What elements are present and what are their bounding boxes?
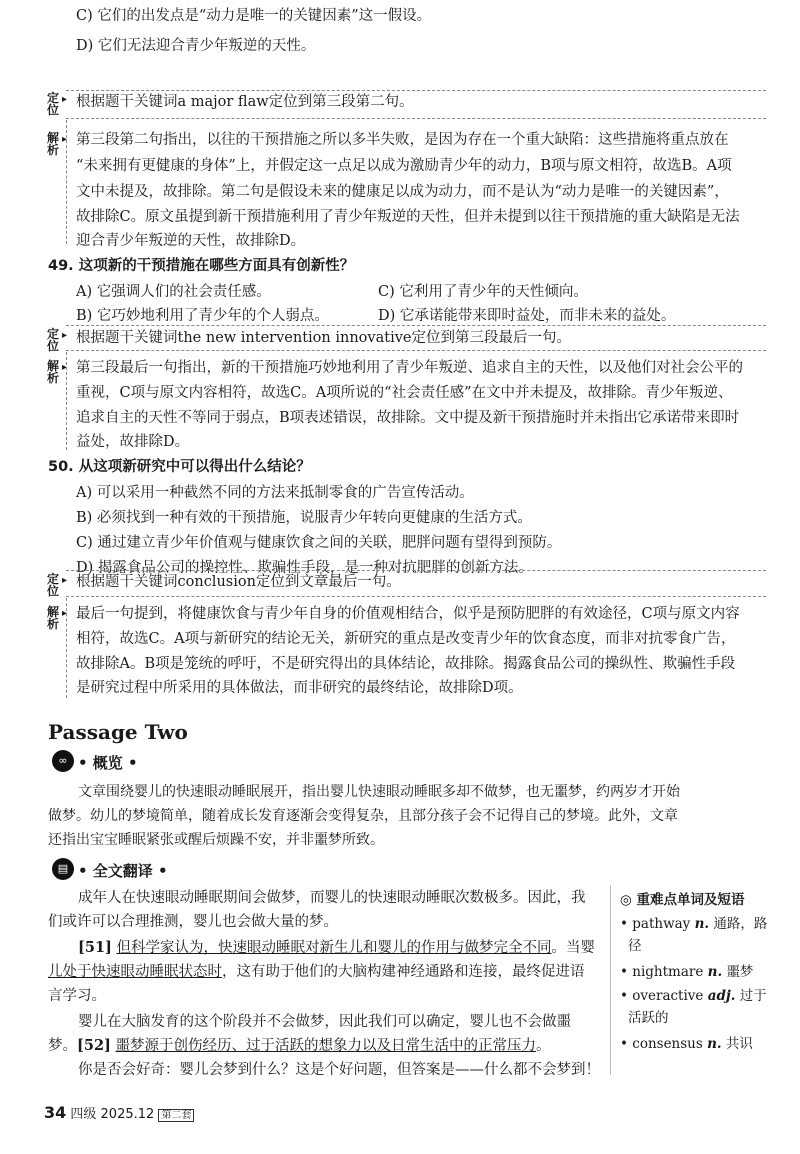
locate-tag: 定 位	[46, 91, 59, 117]
divider	[66, 90, 766, 91]
part-label: 第二套	[158, 1109, 194, 1122]
overview-line: 做梦。幼儿的梦境简单，随着成长发育逐渐会变得复杂，且部分孩子会不记得自己的梦境。此外，文章	[48, 808, 678, 824]
underlined-text: 儿处于快速眼动睡眠状态时	[48, 964, 222, 980]
q49-option-c: C) 它利用了青少年的天性倾向。	[378, 284, 588, 300]
divider	[66, 596, 766, 597]
vocab-item: 活跃的	[628, 1010, 669, 1026]
divider	[66, 120, 67, 244]
q48-locate: 根据题干关键词a major flaw定位到第三段第二句。	[76, 94, 414, 110]
divider	[66, 350, 766, 351]
q50-explain-line: 相符，故选C。A项与新研究的结论无关，新研究的重点是改变青少年的饮食态度，而非对抗零食广告，	[76, 631, 736, 647]
translation-title: • 全文翻译 •	[78, 862, 168, 880]
vocab-item: • pathway n. 通路，路	[620, 916, 768, 932]
translation-line: 你是否会好奇：婴儿会梦到什么？这是个好问题，但答案是——什么都不会梦到！	[78, 1062, 600, 1078]
vocab-item: • nightmare n. 噩梦	[620, 964, 754, 980]
divider	[66, 118, 766, 119]
glasses-icon: ∞	[52, 750, 74, 772]
q48-explain-line: 故排除C。原文虽提到新干预措施利用了青少年叛逆的天性，但并未提到以往干预措施的重大缺陷是无法	[76, 209, 740, 225]
question-marker: [52]	[77, 1037, 111, 1054]
page-footer	[44, 1103, 194, 1122]
vocab-item: • overactive adj. 过于	[620, 988, 767, 1004]
sidebar-divider	[610, 885, 611, 1075]
q49-option-b: B) 它巧妙地利用了青少年的个人弱点。	[76, 308, 329, 324]
vocab-title: ◎ 重难点单词及短语	[620, 892, 745, 908]
explain-tag: 解 析	[46, 359, 59, 385]
arrow-icon: ▸	[62, 134, 68, 145]
underlined-text: 噩梦源于创伤经历、过于活跃的想象力以及日常生活中的正常压力	[115, 1038, 537, 1054]
q49-explain-line: 第三段最后一句指出，新的干预措施巧妙地利用了青少年叛逆、追求自主的天性，以及他们对社会公平的	[76, 360, 743, 376]
q49-explain-line: 重视，C项与原文内容相符，故选C。A项所说的“社会责任感”在文中并未提及，故排除。青少年叛逆、	[76, 385, 733, 401]
divider	[66, 325, 766, 326]
q48-explain-line: 迎合青少年叛逆的天性，故排除D。	[76, 233, 306, 249]
book-icon: ▤	[52, 858, 74, 880]
translation-line: 梦。[52] 噩梦源于创伤经历、过于活跃的想象力以及日常生活中的正常压力。	[48, 1037, 551, 1054]
overview-line: 还指出宝宝睡眠紧张或醒后烦躁不安，并非噩梦所致。	[48, 832, 384, 848]
q48-explain-line: 第三段第二句指出，以往的干预措施之所以多半失败，是因为存在一个重大缺陷：这些措施将重点放在	[76, 132, 729, 148]
divider	[66, 598, 67, 698]
q50-stem: 50. 从这项新研究中可以得出什么结论？	[48, 459, 311, 475]
q48-explain-line: “未来拥有更健康的身体”上，并假定这一点足以成为激励青少年的动力，B项与原文相符，故选B。A项	[76, 158, 732, 174]
arrow-icon: ▸	[62, 330, 68, 341]
translation-line: 言学习。	[48, 988, 106, 1004]
overview-line: 文章围绕婴儿的快速眼动睡眠展开，指出婴儿快速眼动睡眠多却不做梦，也无噩梦，约两岁才开始	[78, 784, 680, 800]
q49-option-d: D) 它承诺能带来即时益处，而非未来的益处。	[378, 308, 676, 324]
q50-option-b: B) 必须找到一种有效的干预措施，说服青少年转向更健康的生活方式。	[76, 510, 532, 526]
translation-line: 儿处于快速眼动睡眠状态时，这有助于他们的大脑构建神经通路和连接，最终促进语	[48, 964, 585, 980]
q49-stem: 49. 这项新的干预措施在哪些方面具有创新性？	[48, 258, 355, 274]
translation-line: [51] 但科学家认为，快速眼动睡眠对新生儿和婴儿的作用与做梦完全不同。当婴	[78, 939, 596, 956]
q49-locate: 根据题干关键词the new intervention innovative定位到第三段最后一句。	[76, 330, 571, 346]
q49-explain-line: 追求自主的天性不等同于弱点，B项表述错误，故排除。文中提及新干预措施时并未指出它承诺带来即时	[76, 410, 740, 426]
q48-option-c: C) 它们的出发点是“动力是唯一的关键因素”这一假设。	[76, 8, 432, 24]
translation-line: 婴儿在大脑发育的这个阶段并不会做梦，因此我们可以确定，婴儿也不会做噩	[78, 1014, 571, 1030]
question-marker: [51]	[78, 939, 112, 956]
issue-label: 四级 2025.12	[70, 1107, 155, 1122]
overview-title: • 概览 •	[78, 754, 138, 772]
q49-option-a: A) 它强调人们的社会责任感。	[76, 284, 271, 300]
arrow-icon: ▸	[62, 608, 68, 619]
divider	[66, 570, 766, 571]
q48-explain-line: 文中未提及，故排除。第二句是假设未来的健康足以成为动力，而不是认为“动力是唯一的关键因素”，	[76, 184, 729, 200]
passage-title: Passage Two	[48, 720, 188, 744]
vocab-item: • consensus n. 共识	[620, 1036, 753, 1052]
vocab-item: 径	[628, 938, 642, 954]
locate-tag: 定 位	[46, 572, 59, 598]
q50-option-a: A) 可以采用一种截然不同的方法来抵制零食的广告宣传活动。	[76, 485, 474, 501]
arrow-icon: ▸	[62, 94, 68, 105]
page-number: 34	[44, 1103, 67, 1122]
arrow-icon: ▸	[62, 362, 68, 373]
translation-line: 们或许可以合理推测，婴儿也会做大量的梦。	[48, 914, 338, 930]
explain-tag: 解 析	[46, 131, 59, 157]
q50-explain-line: 故排除A。B项是笼统的呼吁，不是研究得出的具体结论，故排除。揭露食品公司的操纵性、欺骗性手段	[76, 656, 736, 672]
explain-tag: 解 析	[46, 605, 59, 631]
q50-option-c: C) 通过建立青少年价值观与健康饮食之间的关联，肥胖问题有望得到预防。	[76, 535, 562, 551]
arrow-icon: ▸	[62, 575, 68, 586]
q50-locate: 根据题干关键词conclusion定位到文章最后一句。	[76, 574, 401, 590]
locate-tag: 定 位	[46, 327, 59, 353]
q49-explain-line: 益处，故排除D。	[76, 434, 190, 450]
q50-explain-line: 最后一句提到，将健康饮食与青少年自身的价值观相结合，似乎是预防肥胖的有效途径，C项与原文内容	[76, 606, 740, 622]
divider	[66, 352, 67, 450]
q48-option-d: D) 它们无法迎合青少年叛逆的天性。	[76, 38, 316, 54]
q50-explain-line: 是研究过程中所采用的具体做法，而非研究的最终结论，故排除D项。	[76, 680, 523, 696]
underlined-text: 但科学家认为，快速眼动睡眠对新生儿和婴儿的作用与做梦完全不同	[116, 940, 552, 956]
translation-line: 成年人在快速眼动睡眠期间会做梦，而婴儿的快速眼动睡眠次数极多。因此，我	[78, 890, 586, 906]
q50-option-d: D) 揭露食品公司的操控性、欺骗性手段，是一种对抗肥胖的创新方法。	[76, 560, 533, 576]
